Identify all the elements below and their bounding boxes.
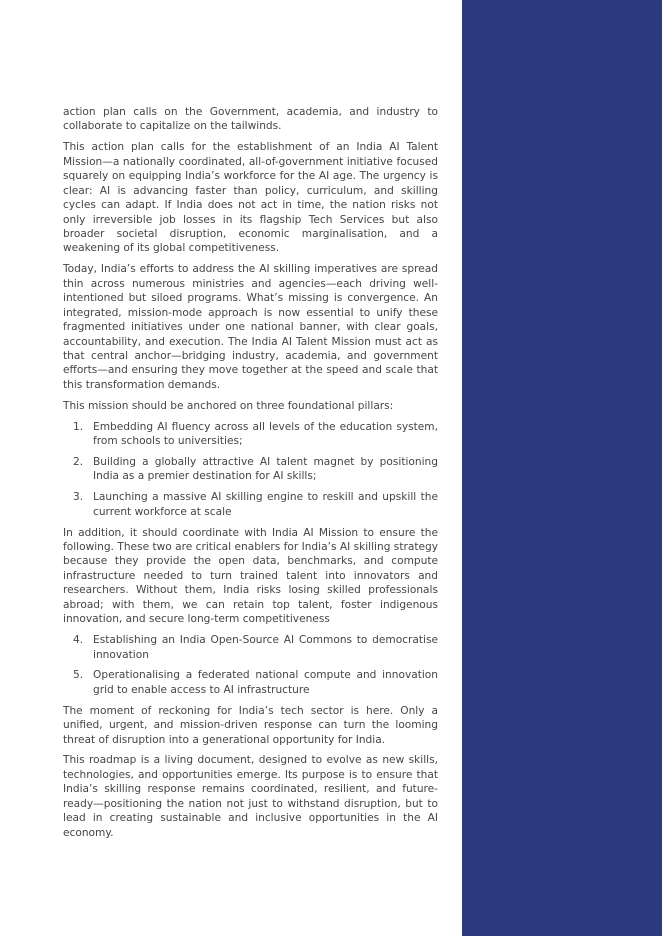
pillars-list [63, 420, 438, 520]
paragraph-convergence: Today, India’s efforts to address the AI skilling imperatives are spread thin across numerous ministries and agencies—each driving well-intentioned but siloed programs. What’s missing is convergence. An integrated, mission-mode approach is now essential to unify these fragmented initiatives under one national banner, with clear goals, accountability, and execution. The India AI Talent Mission must act as that central anchor—bridging industry, academia, and government efforts—and ensuring they move together at the speed and scale that this transformation demands. [63, 263, 438, 391]
list-item-number: 1. [73, 420, 84, 433]
document-body [63, 105, 438, 847]
list-item-text: Launching a massive AI skilling engine to reskill and upskill the current workforce at scale [93, 491, 438, 518]
paragraph-reckoning: The moment of reckoning for India’s tech sector is here. Only a unified, urgent, and mission-driven response can turn the looming threat of disruption into a generational opportunity for India. [63, 704, 438, 746]
list-item [63, 420, 438, 449]
list-item [63, 490, 438, 519]
list-item [63, 633, 438, 662]
list-item-text: Embedding AI fluency across all levels of the education system, from schools to universities; [93, 420, 438, 448]
side-color-band [462, 0, 662, 936]
list-item-text: Building a globally attractive AI talent magnet by positioning India as a premier destination for AI skills; [93, 455, 438, 483]
paragraph-pillars-intro: This mission should be anchored on three foundational pillars: [63, 399, 394, 412]
paragraph-roadmap: This roadmap is a living document, designed to evolve as new skills, technologies, and opportunities emerge. Its purpose is to ensure that India’s skilling response remains coordinated, resilient, and future-ready—positioning the nation not just to withstand disruption, but to lead in creating sustainable and inclusive opportunities in the AI economy. [63, 754, 438, 839]
list-item [63, 455, 438, 484]
paragraph-enablers: In addition, it should coordinate with India AI Mission to ensure the following. These two are critical enablers for India’s AI skilling strategy because they provide the open data, benchmarks, and compute infrastructure needed to turn trained talent into innovators and researchers. Without them, India risks losing skilled professionals abroad; with them, we can retain top talent, foster indigenous innovation, and secure long-term competitiveness [63, 526, 438, 626]
list-item-number: 5. [73, 669, 84, 682]
list-item-text: Establishing an India Open-Source AI Commons to democratise innovation [93, 634, 438, 661]
list-item-number: 2. [73, 455, 84, 468]
enablers-list [63, 633, 438, 697]
paragraph-intro-continued: action plan calls on the Government, academia, and industry to collaborate to capitalize on the tailwinds. [63, 106, 438, 133]
list-item-text: Operationalising a federated national compute and innovation grid to enable access to AI infrastructure [93, 669, 438, 696]
list-item-number: 4. [73, 634, 84, 647]
paragraph-talent-mission: This action plan calls for the establishment of an India AI Talent Mission—a nationally coordinated, all-of-government initiative focused squarely on equipping India’s workforce for the AI age. The urgency is clear: AI is advancing faster than policy, curriculum, and skilling cycles can adapt. If India does not act in time, the nation risks not only irreversible job losses in its flagship Tech Services but also broader societal disruption, economic marginalisation, and a weakening of its global competitiveness. [63, 141, 438, 255]
list-item [63, 668, 438, 697]
list-item-number: 3. [73, 491, 84, 504]
